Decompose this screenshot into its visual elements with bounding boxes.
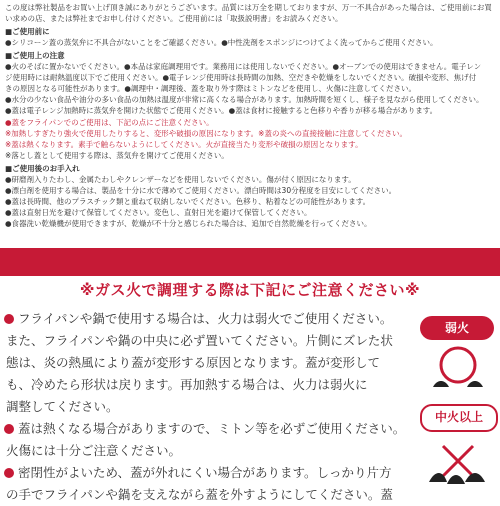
warning-text: も、冷めたら形状は戻ります。再加熱する場合は、火力は弱火に xyxy=(6,377,368,392)
notice-line: ●漂白剤を使用する場合は、製品を十分に水で薄めてご使用ください。漂白時間は30分程度を目安にしてください。 xyxy=(5,186,397,195)
warning-line xyxy=(6,484,416,506)
high-flame-label: 中火以上 xyxy=(420,404,498,432)
notice-line: ●蓋は電子レンジ加熱時に蒸気弁を開けた状態でご使用ください。●蓋は食材に接触すると色移りや香りが移る場合があります。 xyxy=(5,106,438,115)
bullet-icon xyxy=(4,314,14,324)
bullet-icon xyxy=(4,468,14,478)
notice-heading: ■ご使用後のお手入れ xyxy=(5,164,80,173)
low-flame-label: 弱火 xyxy=(420,316,494,340)
notice-heading: ■ご使用上の注意 xyxy=(5,51,65,60)
notice-section xyxy=(0,0,500,245)
flame-icon xyxy=(465,473,485,482)
notice-line: ●水分の少ない食品や油分の多い食品の加熱は温度が非常に高くなる場合があります。加熱時間を短くし、様子を見ながら使用してください。 xyxy=(5,95,484,104)
flame-icon xyxy=(447,475,465,484)
warning-title: ※ガス火で調理する際は下記にご注意ください※ xyxy=(79,281,421,299)
warning-text: 調整してください。 xyxy=(6,399,119,414)
warning-line xyxy=(6,462,416,484)
notice-line: きの原因となる可能性があります。●調理中・調理後、蓋を取り外す際はミトンなどを使用し、火傷に注意してください。 xyxy=(5,84,416,93)
warning-text: フライパンや鍋で使用する場合は、火力は弱火でご使用ください。 xyxy=(18,311,393,326)
ng-cross-icon xyxy=(443,446,473,476)
high-flame-ng-icon xyxy=(425,434,491,496)
notice-line: ●蓋をフライパンでのご使用は、下記の点にご注意ください。 xyxy=(5,118,214,127)
warning-text: 密閉性がよいため、蓋が外れにくい場合があります。しっかり片方 xyxy=(18,465,392,480)
notice-line: ※蓋は熱くなります。素手で触らないようにしてください。火が直接当たり変形や破損の原因となります。 xyxy=(5,140,363,149)
notice-line: ●シリコーン蓋の蒸気弁に不具合がないことをご確認ください。●中性洗剤をスポンジにつけてよく洗ってからご使用ください。 xyxy=(5,38,438,47)
flame-icon xyxy=(467,381,483,387)
notice-line: ●蓋は長時間、他のプラスチック類と重ねて収納しないでください。色移り、粘着などの可能性があります。 xyxy=(5,197,371,206)
notice-line: ●研磨剤入りたわし、金属たわしやクレンザーなどを使用しないでください。傷が付く原因になります。 xyxy=(5,175,356,184)
notice-heading: ■ご使用前に xyxy=(5,27,50,36)
warning-text: の手でフライパンや鍋を支えながら蓋を外すようにしてください。蓋 xyxy=(6,487,393,502)
warning-line xyxy=(6,396,416,418)
warning-line xyxy=(6,330,416,352)
flame-icon xyxy=(433,381,449,387)
warning-line xyxy=(6,374,416,396)
notice-line: ※加熱しすぎたり強火で使用したりすると、変形や破損の原因になります。※蓋の炎への直接接触に注意してください。 xyxy=(5,129,407,138)
warning-line xyxy=(6,308,416,330)
notice-line: ●蓋は直射日光を避けて保管してください。変色し、直射日光を避けて保管してください。 xyxy=(5,208,312,217)
notice-line: ●食器洗い乾燥機が使用できますが、乾燥が不十分と感じられた場合は、追加で自然乾燥を行ってください。 xyxy=(5,219,372,228)
low-flame-ok-icon xyxy=(425,345,491,397)
warning-text: 態は、炎の熱風により蓋が変形する原因となります。蓋が変形して xyxy=(6,355,381,370)
warning-line xyxy=(6,440,416,462)
warning-text: 蓋は熱くなる場合がありますので、ミトン等を必ずご使用ください。 xyxy=(18,421,406,436)
warning-line xyxy=(6,352,416,374)
notice-line: い求めの店、または弊社までお申し付けください。ご使用前には「取扱説明書」をお読みください。 xyxy=(5,14,343,23)
notice-line: ※落とし蓋として使用する際は、蒸気弁を開けてご使用ください。 xyxy=(5,151,229,160)
warning-band xyxy=(0,248,500,276)
notice-line: ●火のそばに置かないでください。●本品は家庭調理用です。業務用には使用しないでください。●オーブンでの使用はできません。電子レン xyxy=(5,62,482,71)
warning-text: 火傷には十分ご注意ください。 xyxy=(6,443,182,458)
warning-line xyxy=(6,418,416,440)
bullet-icon xyxy=(4,424,14,434)
warning-text: また、フライパンや鍋の中央に必ず置いてください。片側にズレた状 xyxy=(6,333,393,348)
notice-line: ジ使用時には耐熱温度以下でご使用ください。●電子レンジ使用時は長時間の加熱、空だきや乾燥をしないでください。破損や変形、焦げ付 xyxy=(5,73,477,82)
ok-circle-icon xyxy=(441,348,475,382)
notice-line: この度は弊社製品をお買い上げ頂き誠にありがとうございます。品質には万全を期しておりますが、万一不具合があった場合は、ご使用前にお買 xyxy=(5,3,492,12)
